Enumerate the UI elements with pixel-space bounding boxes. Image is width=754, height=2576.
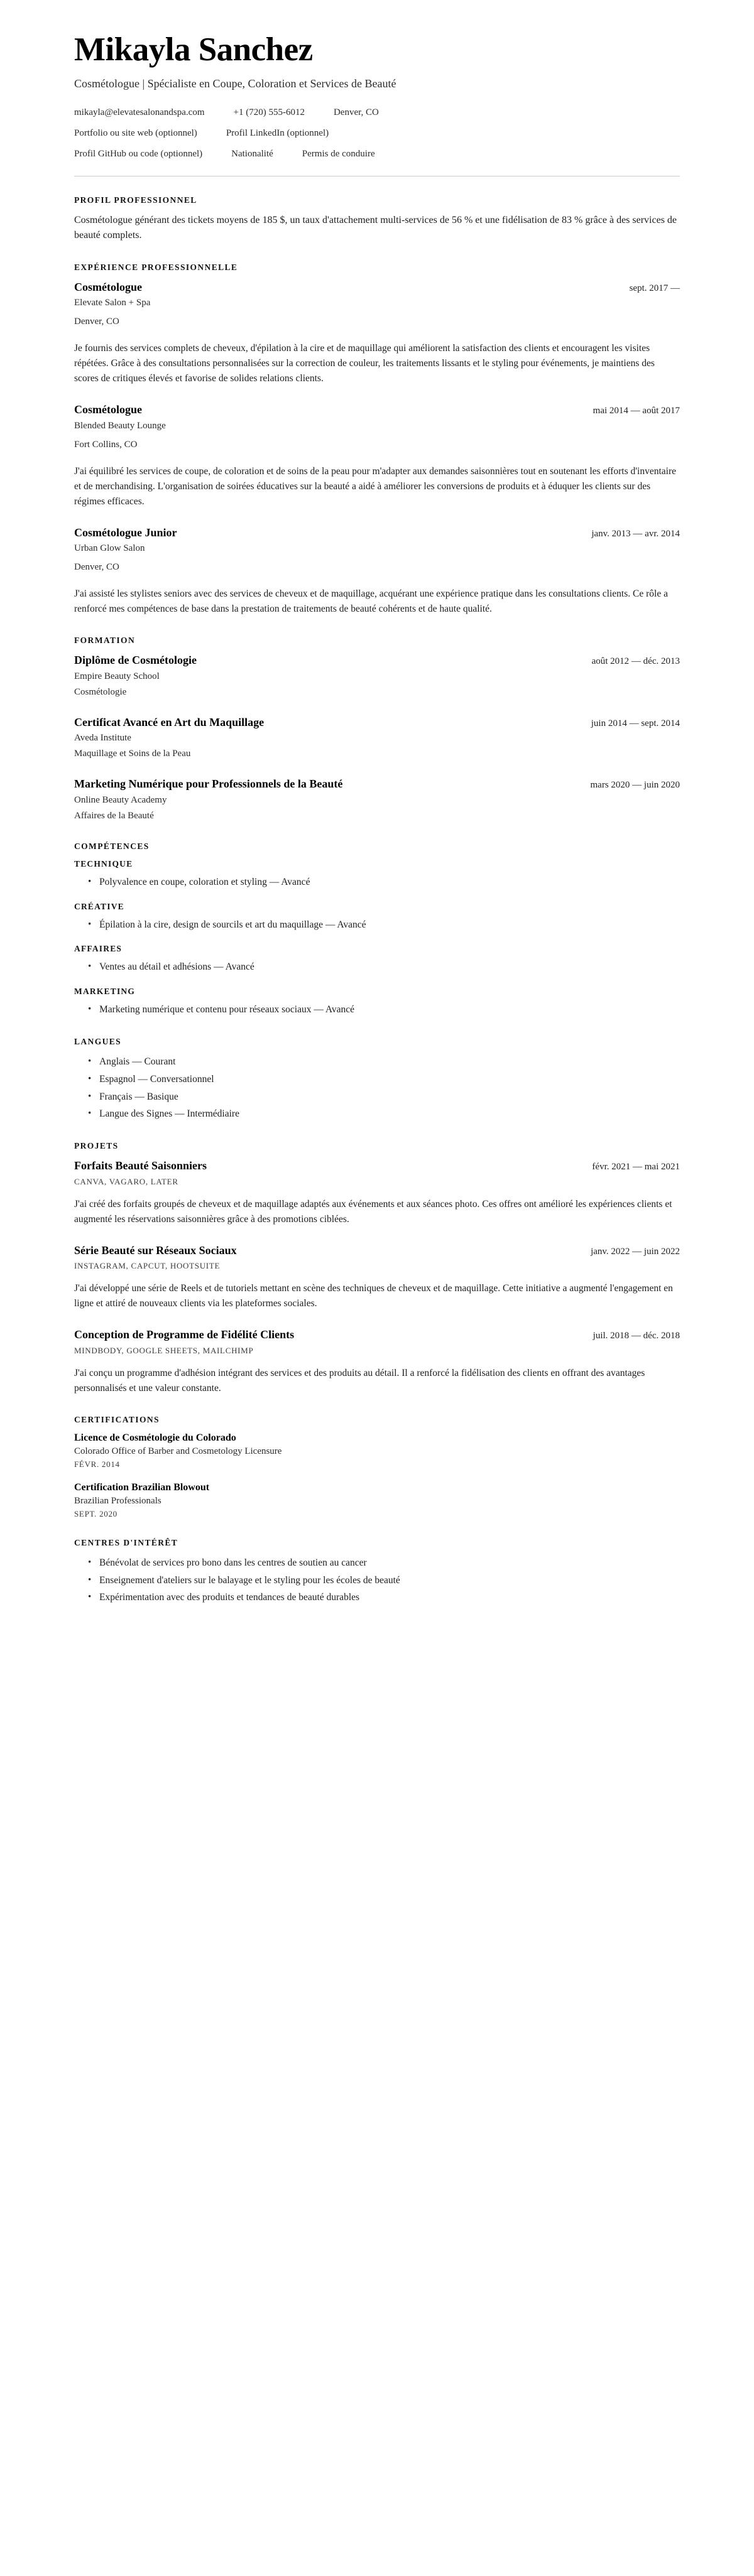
section-title-education: FORMATION <box>74 636 136 646</box>
resume-header <box>74 33 680 160</box>
experience-entry <box>74 526 680 617</box>
project-tools: CANVA, VAGARO, LATER <box>74 1176 178 1186</box>
experience-job-title: Cosmétologue <box>74 280 142 293</box>
language-list <box>74 1054 680 1122</box>
skill-item: • Marketing numérique et contenu pour réseaux sociaux — Avancé <box>88 1002 680 1018</box>
interest-item: • Expérimentation avec des produits et tendances de beauté durables <box>88 1590 680 1606</box>
education-field: Affaires de la Beauté <box>74 810 154 821</box>
project-dates: janv. 2022 — juin 2022 <box>591 1246 680 1257</box>
project-entry <box>74 1243 680 1312</box>
education-entry <box>74 777 680 823</box>
certification-title: Certification Brazilian Blowout <box>74 1481 210 1493</box>
skill-item: • Épilation à la cire, design de sourcils et art du maquillage — Avancé <box>88 917 680 933</box>
contact-line-2 <box>74 128 680 139</box>
section-title-experience: EXPÉRIENCE PROFESSIONNELLE <box>74 262 238 272</box>
contact-email[interactable]: mikayla@elevatesalonandspa.com <box>74 107 205 118</box>
experience-company: Blended Beauty Lounge <box>74 420 166 431</box>
education-entry <box>74 715 680 761</box>
project-description: J'ai créé des forfaits groupés de cheveux et de maquillage adaptés aux événements et aux séances photo. Ces offres ont amélioré les expériences clients et augmenté les réservations saisonnières grâce à des promotions ciblées. <box>74 1198 672 1225</box>
skill-list <box>74 1002 680 1018</box>
experience-description: Je fournis des services complets de cheveux, d'épilation à la cire et de maquillage qui améliorent la satisfaction des clients et encouragent les visites répétées. Grâce à des consultations personnalisées sur la correction de couleur, les traitements lissants et le styling pour événements, je maintiens des scores de critiques élevés et favorise de solides relations clients. <box>74 343 655 384</box>
section-title-interests: CENTRES D'INTÉRÊT <box>74 1537 178 1547</box>
project-entry-head <box>74 1328 680 1342</box>
experience-location: Denver, CO <box>74 317 119 327</box>
section-title-skills: COMPÉTENCES <box>74 841 150 851</box>
project-entry <box>74 1328 680 1396</box>
certification-entry <box>74 1432 680 1469</box>
certification-date: FÉVR. 2014 <box>74 1459 120 1469</box>
experience-entry-head <box>74 526 680 540</box>
project-title: Série Beauté sur Réseaux Sociaux <box>74 1243 237 1257</box>
education-school: Aveda Institute <box>74 733 131 744</box>
project-description: J'ai développé une série de Reels et de tutoriels mettant en scène des techniques de cheveux et de maquillage. Cette initiative a augmenté l'engagement en ligne et attiré de nouveaux clients via les plateformes sociales. <box>74 1283 673 1309</box>
education-entry-head <box>74 715 680 730</box>
experience-entry <box>74 403 680 509</box>
contact-portfolio[interactable]: Portfolio ou site web (optionnel) <box>74 128 197 139</box>
education-field: Maquillage et Soins de la Peau <box>74 749 191 759</box>
experience-description: J'ai assisté les stylistes seniors avec des services de cheveux et de maquillage, acquérant une expérience pratique dans les consultations clients. Ce rôle a renforcé mes compétences de base dans la prestation de traitements de beauté cohérents et de haute qualité. <box>74 588 668 615</box>
experience-company: Elevate Salon + Spa <box>74 298 151 308</box>
project-entry-head <box>74 1243 680 1258</box>
experience-entry-head <box>74 403 680 417</box>
language-item: • Français — Basique <box>88 1090 680 1105</box>
certification-entry <box>74 1482 680 1519</box>
section-interests <box>74 1538 680 1606</box>
education-dates: août 2012 — déc. 2013 <box>591 656 680 667</box>
section-title-profile: PROFIL PROFESSIONNEL <box>74 195 197 205</box>
skill-list <box>74 875 680 890</box>
experience-location: Denver, CO <box>74 562 119 573</box>
skill-list <box>74 960 680 975</box>
project-description: J'ai conçu un programme d'adhésion intégrant des services et des produits au détail. Il a renforcé la fidélisation des clients en offrant des avantages personnalisés et une valeur constante. <box>74 1367 645 1394</box>
section-profile <box>74 195 680 244</box>
skill-group <box>74 944 680 975</box>
skill-list <box>74 917 680 933</box>
experience-dates: janv. 2013 — avr. 2014 <box>591 528 680 539</box>
certification-issuer: Colorado Office of Barber and Cosmetology Licensure <box>74 1446 282 1456</box>
contact-github[interactable]: Profil GitHub ou code (optionnel) <box>74 149 203 160</box>
interest-item: • Enseignement d'ateliers sur le balayage et le styling pour les écoles de beauté <box>88 1573 680 1589</box>
language-item: • Anglais — Courant <box>88 1054 680 1070</box>
profile-summary: Cosmétologue générant des tickets moyens de 185 $, un taux d'attachement multi-services de 56 % et une fidélisation de 83 % grâce à des services de beauté complets. <box>74 215 677 241</box>
project-tools: INSTAGRAM, CAPCUT, HOOTSUITE <box>74 1261 221 1271</box>
language-item: • Espagnol — Conversationnel <box>88 1072 680 1088</box>
section-title-projects: PROJETS <box>74 1141 119 1151</box>
project-title: Conception de Programme de Fidélité Clients <box>74 1328 295 1341</box>
experience-job-title: Cosmétologue Junior <box>74 526 177 539</box>
skill-item: • Ventes au détail et adhésions — Avancé <box>88 960 680 975</box>
education-entry-head <box>74 653 680 668</box>
certification-issuer: Brazilian Professionals <box>74 1495 161 1506</box>
skill-group <box>74 987 680 1018</box>
skill-group-label: AFFAIRES <box>74 944 123 954</box>
education-degree: Certificat Avancé en Art du Maquillage <box>74 715 265 728</box>
section-projects <box>74 1141 680 1396</box>
experience-company: Urban Glow Salon <box>74 543 145 554</box>
contact-line-3 <box>74 149 680 160</box>
skill-group <box>74 859 680 890</box>
project-entry <box>74 1159 680 1227</box>
skill-item: • Polyvalence en coupe, coloration et styling — Avancé <box>88 875 680 890</box>
section-certifications <box>74 1415 680 1519</box>
project-dates: juil. 2018 — déc. 2018 <box>593 1331 680 1341</box>
contact-line-1 <box>74 107 680 118</box>
skill-group-label: MARKETING <box>74 987 136 997</box>
education-degree: Diplôme de Cosmétologie <box>74 654 197 667</box>
project-title: Forfaits Beauté Saisonniers <box>74 1159 207 1172</box>
experience-description: J'ai équilibré les services de coupe, de coloration et de soins de la peau pour m'adapter aux demandes saisonnières tout en soutenant les efforts d'inventaire et de merchandising. L'organisation de soirées éducatives sur la beauté a aidé à améliorer les conversions de produits et à éduquer les clients sur des régimes efficaces. <box>74 465 677 507</box>
contact-linkedin[interactable]: Profil LinkedIn (optionnel) <box>226 128 329 139</box>
section-languages <box>74 1037 680 1122</box>
experience-entry-head <box>74 280 680 295</box>
section-skills <box>74 842 680 1018</box>
education-dates: mars 2020 — juin 2020 <box>590 780 680 791</box>
language-item: • Langue des Signes — Intermédiaire <box>88 1107 680 1122</box>
contact-nationality: Nationalité <box>231 149 273 160</box>
candidate-name: Mikayla Sanchez <box>74 31 313 68</box>
contact-driving-license: Permis de conduire <box>302 149 375 160</box>
certification-date: SEPT. 2020 <box>74 1508 117 1518</box>
interest-list <box>74 1556 680 1606</box>
candidate-headline: Cosmétologue | Spécialiste en Coupe, Coloration et Services de Beauté <box>74 77 396 90</box>
contact-location: Denver, CO <box>333 107 379 118</box>
project-entry-head <box>74 1159 680 1173</box>
certification-title: Licence de Cosmétologie du Colorado <box>74 1432 236 1443</box>
project-dates: févr. 2021 — mai 2021 <box>592 1162 680 1172</box>
contact-phone[interactable]: +1 (720) 555-6012 <box>233 107 305 118</box>
skill-group <box>74 902 680 933</box>
section-experience <box>74 262 680 617</box>
education-entry-head <box>74 777 680 791</box>
education-field: Cosmétologie <box>74 686 127 697</box>
section-education <box>74 636 680 823</box>
education-dates: juin 2014 — sept. 2014 <box>591 718 680 728</box>
experience-job-title: Cosmétologue <box>74 403 142 416</box>
section-title-certifications: CERTIFICATIONS <box>74 1414 160 1424</box>
skill-group-label: CRÉATIVE <box>74 901 124 911</box>
experience-location: Fort Collins, CO <box>74 439 138 450</box>
experience-dates: sept. 2017 — <box>629 283 680 293</box>
project-tools: MINDBODY, GOOGLE SHEETS, MAILCHIMP <box>74 1345 254 1355</box>
education-school: Empire Beauty School <box>74 671 160 681</box>
experience-entry <box>74 280 680 387</box>
education-school: Online Beauty Academy <box>74 794 167 805</box>
education-degree: Marketing Numérique pour Professionnels de la Beauté <box>74 777 343 791</box>
interest-item: • Bénévolat de services pro bono dans les centres de soutien au cancer <box>88 1556 680 1571</box>
experience-dates: mai 2014 — août 2017 <box>593 406 680 416</box>
section-title-languages: LANGUES <box>74 1036 122 1046</box>
education-entry <box>74 653 680 699</box>
skill-group-label: TECHNIQUE <box>74 858 133 869</box>
